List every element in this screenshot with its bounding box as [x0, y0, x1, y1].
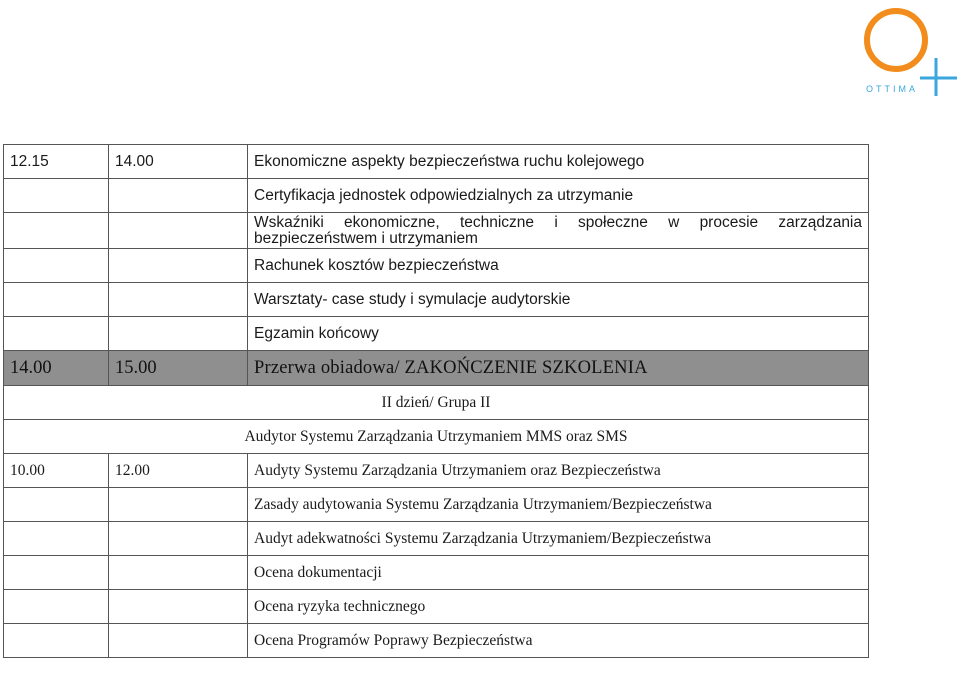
topic-cell: Ocena dokumentacji — [248, 556, 869, 590]
schedule-table — [3, 144, 869, 658]
table-row — [4, 249, 869, 283]
topic-cell: Ekonomiczne aspekty bezpieczeństwa ruchu kolejowego — [248, 145, 869, 179]
topic-cell: Ocena ryzyka technicznego — [248, 590, 869, 624]
table-row — [4, 590, 869, 624]
table-row — [4, 454, 869, 488]
start-time: 10.00 — [4, 454, 109, 488]
end-time: 15.00 — [109, 351, 248, 386]
table-row — [4, 488, 869, 522]
table-row — [4, 213, 869, 249]
day2-subheader: Audytor Systemu Zarządzania Utrzymaniem MMS oraz SMS — [4, 420, 869, 454]
topic-cell: Wskaźniki ekonomiczne, techniczne i społeczne w procesie zarządzania bezpieczeństwem i utrzymaniem — [248, 213, 869, 249]
table-row — [4, 179, 869, 213]
table-row — [4, 522, 869, 556]
topic-cell: Certyfikacja jednostek odpowiedzialnych za utrzymanie — [248, 179, 869, 213]
topic-cell: Rachunek kosztów bezpieczeństwa — [248, 249, 869, 283]
day2-header: II dzień/ Grupa II — [4, 386, 869, 420]
start-time: 14.00 — [4, 351, 109, 386]
day2-header-row — [4, 386, 869, 420]
end-time: 14.00 — [109, 145, 248, 179]
topic-cell: Egzamin końcowy — [248, 317, 869, 351]
start-time: 12.15 — [4, 145, 109, 179]
table-row — [4, 317, 869, 351]
topic-justified-line: Wskaźniki ekonomiczne, techniczne i społeczne w procesie zarządzania — [254, 213, 862, 231]
table-row — [4, 145, 869, 179]
break-row — [4, 351, 869, 386]
topic-cell: Warsztaty- case study i symulacje audytorskie — [248, 283, 869, 317]
ottima-logo — [860, 2, 958, 98]
topic-cell: Zasady audytowania Systemu Zarządzania Utrzymaniem/Bezpieczeństwa — [248, 488, 869, 522]
logo-wordmark: OTTIMA — [866, 84, 918, 94]
topic-cell: Ocena Programów Poprawy Bezpieczeństwa — [248, 624, 869, 658]
topic-cell: Audyty Systemu Zarządzania Utrzymaniem oraz Bezpieczeństwa — [248, 454, 869, 488]
break-label: Przerwa obiadowa/ ZAKOŃCZENIE SZKOLENIA — [248, 351, 869, 386]
table-row — [4, 556, 869, 590]
topic-cell: Audyt adekwatności Systemu Zarządzania Utrzymaniem/Bezpieczeństwa — [248, 522, 869, 556]
end-time: 12.00 — [109, 454, 248, 488]
table-row — [4, 283, 869, 317]
day2-subheader-row — [4, 420, 869, 454]
table-row — [4, 624, 869, 658]
